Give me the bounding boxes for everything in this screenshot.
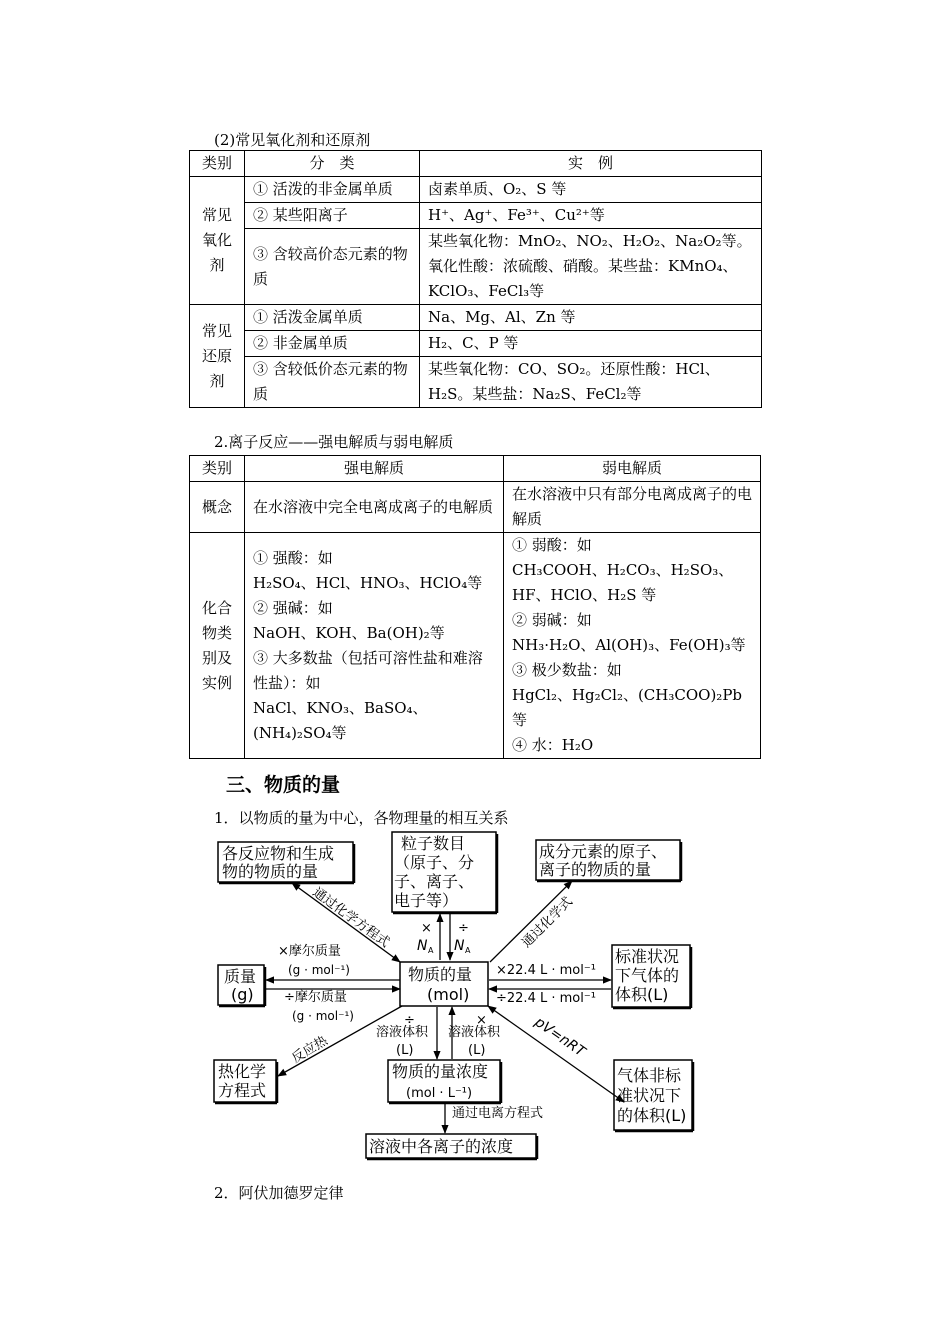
box-particles-line3: 子、离子、 [394,872,475,891]
label-solution-volume-1: 溶液体积 [376,1025,429,1040]
header-category: 类别 [190,456,245,482]
box-center-line1: 物质的量 [408,965,473,984]
table-cell: ② 非金属单质 [245,331,420,357]
label-div: ÷ [458,921,469,936]
label-ideal-gas: pV=nRT [531,1014,588,1061]
label-times-2: × [476,1013,487,1028]
box-std-volume-line3: 体积(L) [615,985,669,1004]
header-strong: 强电解质 [245,456,504,482]
table-cell: 某些氧化物：CO、SO₂。还原性酸：HCl、H₂S。某些盐：Na₂S、FeCl₂等 [420,357,762,408]
header-category: 类别 [190,151,245,177]
box-elements-line2: 离子的物质的量 [539,860,652,879]
box-thermo-line1: 热化学 [218,1062,267,1081]
table-cell: 在水溶液中完全电离成离子的电解质 [245,482,504,533]
table-cell: 某些氧化物：MnO₂、NO₂、H₂O₂、Na₂O₂等。氧化性酸：浓硫酸、硝酸。某些盐：KMnO₄、KClO₃、FeCl₃等 [420,229,762,305]
concept-label: 概念 [190,482,245,533]
label-times: × [421,921,432,936]
table-cell: ① 活泼的非金属单质 [245,177,420,203]
box-particles-line2: （原子、分 [394,853,475,872]
label-vm-div: ÷22.4 L · mol⁻¹ [496,991,596,1006]
label-molar-mass-div: ÷摩尔质量 [284,990,347,1005]
table-cell: ① 活泼金属单质 [245,305,420,331]
box-nonstd-volume-line1: 气体非标 [617,1066,682,1085]
box-concentration-line2: (mol · L⁻¹) [406,1086,473,1101]
box-concentration-line1: 物质的量浓度 [392,1062,489,1081]
subheading-2: 2．阿伏加德罗定律 [214,1184,344,1202]
label-chem-equation: 通过化学方程式 [309,885,393,951]
box-center-line2: (mol) [427,985,470,1004]
label-na-right-sub: A [465,946,471,955]
label-na-right: N [454,938,465,954]
table-cell: 卤素单质、O₂、S 等 [420,177,762,203]
label-g-mol-2: (g · mol⁻¹) [292,1009,354,1023]
examples-label: 化合 物类 别及 实例 [190,533,245,759]
header-class: 分 类 [245,151,420,177]
header-weak: 弱电解质 [504,456,761,482]
reductant-label: 常见 还原 剂 [190,305,245,408]
label-molar-mass-times: ×摩尔质量 [278,944,341,959]
box-reactants-line1: 各反应物和生成 [222,844,335,863]
table-cell: ② 某些阳离子 [245,203,420,229]
oxidant-label: 常见 氧化 剂 [190,177,245,305]
box-elements-line1: 成分元素的原子、 [539,842,668,861]
box-nonstd-volume-line3: 的体积(L) [617,1106,687,1125]
label-g-mol-1: (g · mol⁻¹) [288,963,350,977]
label-ionization: 通过电离方程式 [452,1106,544,1121]
box-mass-line1: 质量 [224,967,257,986]
box-thermo-line2: 方程式 [218,1081,267,1100]
label-div-2: ÷ [404,1013,415,1028]
label-na-left: N [417,938,428,954]
label-solution-volume-2: 溶液体积 [448,1025,501,1040]
oxidant-caption: (2)常见氧化剂和还原剂 [214,131,371,149]
header-example: 实 例 [420,151,762,177]
box-nonstd-volume-line2: 准状况下 [617,1086,682,1105]
table-cell: H₂、C、P 等 [420,331,762,357]
box-std-volume-line2: 下气体的 [615,966,680,985]
weak-examples: ① 弱酸：如 CH₃COOH、H₂CO₃、H₂SO₃、HF、HClO、H₂S 等 ② 弱碱：如 NH₃·H₂O、Al(OH)₃、Fe(OH)₃等 ③ 极少数盐：如 HgCl₂、Hg₂Cl₂、(CH₃COO)₂Pb 等 ④ 水：H₂O [504,533,761,759]
subheading-1: 1．以物质的量为中心，各物理量的相互关系 [214,809,509,827]
label-l-1: (L) [396,1043,414,1058]
box-std-volume-line1: 标准状况 [615,947,680,966]
strong-examples: ① 强酸：如 H₂SO₄、HCl、HNO₃、HClO₄等 ② 强碱：如 NaOH、KOH、Ba(OH)₂等 ③ 大多数盐（包括可溶性盐和难溶性盐）：如 NaCl、KNO₃、BaSO₄、(NH₄)₂SO₄等 [245,533,504,759]
box-ion-concentration-text: 溶液中各离子的浓度 [369,1137,514,1156]
table-cell: H⁺、Ag⁺、Fe³⁺、Cu²⁺等 [420,203,762,229]
box-mass-line2: (g) [231,985,254,1004]
table-cell: Na、Mg、Al、Zn 等 [420,305,762,331]
table-cell: ③ 含较低价态元素的物质 [245,357,420,408]
box-reactants-line2: 物的物质的量 [222,862,319,881]
label-na-left-sub: A [428,946,434,955]
label-vm-times: ×22.4 L · mol⁻¹ [496,963,596,978]
table-cell: 在水溶液中只有部分电离成离子的电解质 [504,482,761,533]
electrolyte-caption: 2.离子反应——强电解质与弱电解质 [214,433,454,451]
section-heading: 三、物质的量 [226,774,341,796]
label-reaction-heat: 反应热 [289,1033,331,1067]
label-l-2: (L) [468,1043,486,1058]
label-chem-formula: 通过化学式 [519,894,576,951]
table-cell: ③ 含较高价态元素的物质 [245,229,420,305]
box-particles-line4: 电子等） [394,891,459,910]
box-particles-line1: 粒子数目 [401,834,466,853]
